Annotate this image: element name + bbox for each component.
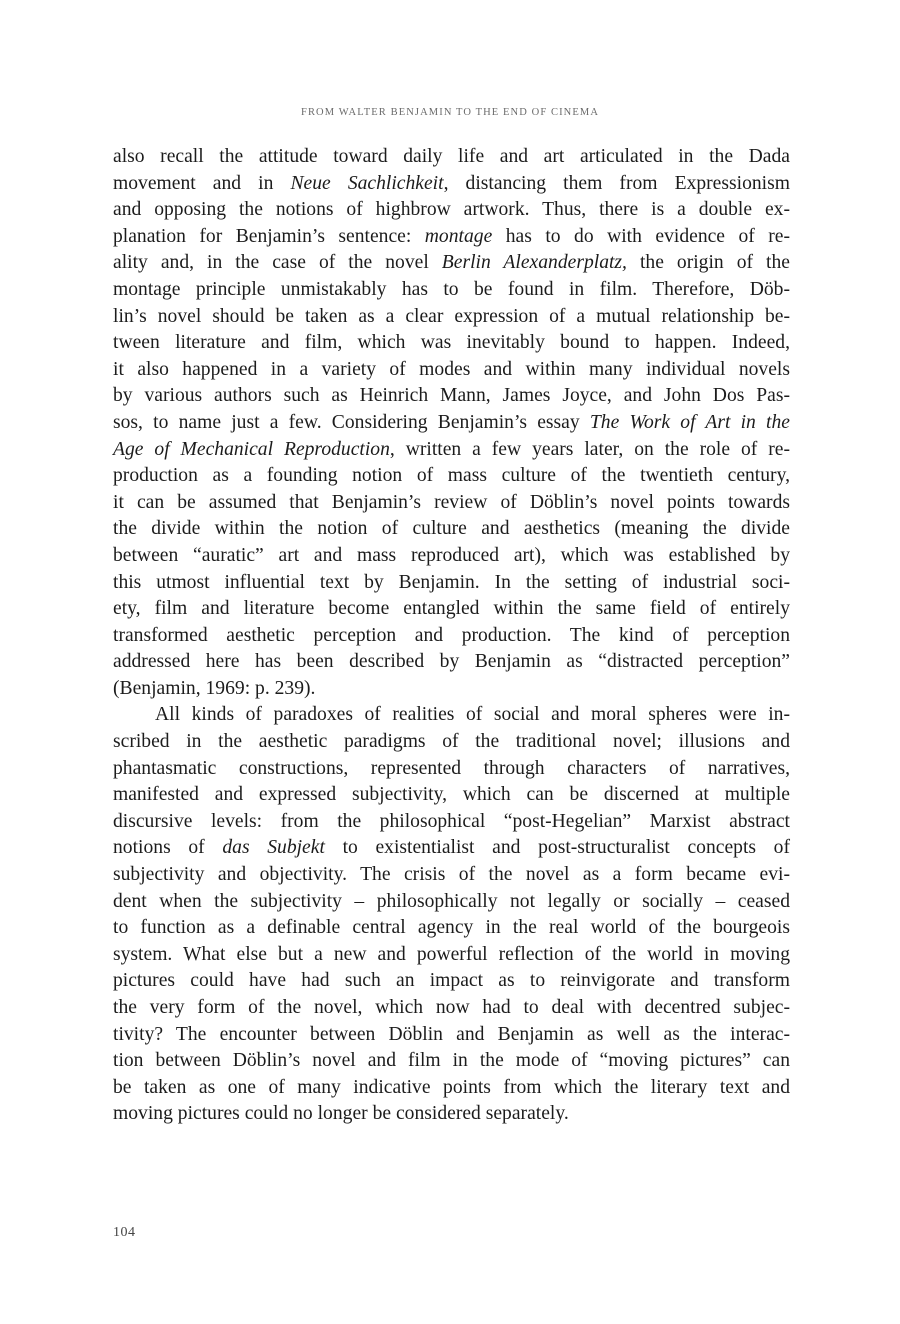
- text-run: tivity? The encounter between Döblin and Benjamin as well as the interac-: [113, 1023, 790, 1045]
- text-line: [113, 702, 790, 729]
- text-run: to existentialist and post-structuralist concepts of: [324, 837, 790, 859]
- text-run: it can be assumed that Benjamin’s review of Döblin’s novel points towards: [113, 491, 790, 513]
- text-line: [113, 862, 790, 889]
- text-run: also recall the attitude toward daily life and art articulated in the Dada: [113, 146, 790, 167]
- text-run: the very form of the novel, which now had to deal with decentred subjec-: [113, 997, 790, 1018]
- text-line: [113, 942, 790, 969]
- text-line: [113, 809, 790, 836]
- text-run: ety, film and literature become entangled within the same field of entirely: [113, 598, 790, 620]
- text-run: between “auratic” art and mass reproduced art), which was established by: [113, 544, 790, 566]
- italic-text: Berlin Alexanderplatz,: [441, 252, 627, 274]
- text-run: transformed aesthetic perception and production. The kind of perception: [113, 624, 790, 646]
- text-run: notions of: [113, 837, 223, 859]
- text-run: (Benjamin, 1969: p. 239).: [113, 677, 316, 699]
- text-line: [113, 729, 790, 756]
- text-run: be taken as one of many indicative points from which the literary text and: [113, 1076, 790, 1098]
- text-line: [113, 570, 790, 597]
- text-run: , distancing them from Expressionism: [443, 172, 790, 194]
- text-line: [113, 516, 790, 543]
- paragraph: [113, 702, 790, 1128]
- text-run: pictures could have had such an impact as to reinvigorate and transform: [113, 970, 790, 992]
- text-run: the divide within the notion of culture and aesthetics (meaning the divide: [113, 518, 790, 540]
- text-line: [113, 144, 790, 171]
- text-line: [113, 596, 790, 623]
- text-run: planation for Benjamin’s sentence:: [113, 225, 425, 247]
- text-line: [113, 383, 790, 410]
- text-run: All kinds of paradoxes of realities of social and moral spheres were in-: [155, 704, 790, 726]
- text-run: production as a founding notion of mass culture of the twentieth century,: [113, 465, 790, 487]
- text-line: [113, 410, 790, 437]
- text-line: [113, 889, 790, 916]
- text-line: [113, 224, 790, 251]
- text-run: dent when the subjectivity – philosophically not legally or socially – ceased: [113, 890, 790, 912]
- italic-text: The Work of Art in the: [589, 411, 790, 433]
- text-run: discursive levels: from the philosophical “post-Hegelian” Marxist abstract: [113, 810, 790, 832]
- text-run: the origin of the: [626, 252, 790, 274]
- text-run: ality and, in the case of the novel: [113, 252, 442, 274]
- text-line: [113, 463, 790, 490]
- italic-text: Age of Mechanical Reproduction: [113, 438, 390, 460]
- text-line: [113, 676, 790, 703]
- text-run: tion between Döblin’s novel and film in the mode of “moving pictures” can: [113, 1050, 790, 1072]
- page-number: 104: [113, 1225, 136, 1240]
- text-line: [113, 490, 790, 517]
- text-run: it also happened in a variety of modes and within many individual novels: [113, 358, 790, 380]
- text-line: [113, 277, 790, 304]
- text-run: tween literature and film, which was inevitably bound to happen. Indeed,: [113, 332, 790, 354]
- text-run: has to do with evidence of re-: [492, 225, 791, 247]
- text-line: [113, 756, 790, 783]
- text-line: [113, 304, 790, 331]
- text-line: [113, 437, 790, 464]
- text-run: lin’s novel should be taken as a clear expression of a mutual relationship be-: [113, 305, 790, 327]
- text-line: [113, 623, 790, 650]
- text-run: by various authors such as Heinrich Mann, James Joyce, and John Dos Pas-: [113, 385, 790, 407]
- text-line: [113, 995, 790, 1022]
- text-run: and opposing the notions of highbrow artwork. Thus, there is a double ex-: [113, 199, 790, 221]
- text-line: [113, 835, 790, 862]
- text-line: [113, 330, 790, 357]
- text-run: sos, to name just a few. Considering Benjamin’s essay: [113, 411, 590, 433]
- paragraph: [113, 144, 790, 702]
- text-line: [113, 782, 790, 809]
- text-line: [113, 1048, 790, 1075]
- text-run: addressed here has been described by Benjamin as “distracted perception”: [113, 651, 790, 673]
- italic-text: Neue Sachlichkeit: [290, 172, 444, 194]
- text-run: scribed in the aesthetic paradigms of the traditional novel; illusions and: [113, 731, 790, 753]
- text-run: this utmost influential text by Benjamin. In the setting of industrial soci-: [113, 571, 790, 593]
- text-run: subjectivity and objectivity. The crisis of the novel as a form became evi-: [113, 864, 790, 886]
- text-line: [113, 357, 790, 384]
- text-line: [113, 543, 790, 570]
- text-line: [113, 915, 790, 942]
- text-run: system. What else but a new and powerful reflection of the world in moving: [113, 943, 790, 965]
- text-run: phantasmatic constructions, represented through characters of narratives,: [113, 757, 790, 779]
- body-text: [113, 144, 790, 1128]
- text-line: [113, 968, 790, 995]
- text-run: montage principle unmistakably has to be found in film. Therefore, Döb-: [113, 278, 790, 300]
- text-run: to function as a definable central agency in the real world of the bourgeois: [113, 917, 790, 939]
- text-run: , written a few years later, on the role of re-: [389, 438, 790, 460]
- text-run: moving pictures could no longer be considered separately.: [113, 1103, 569, 1125]
- text-line: [113, 197, 790, 224]
- text-line: [113, 250, 790, 277]
- text-line: [113, 1101, 790, 1128]
- italic-text: das Subjekt: [222, 837, 325, 859]
- text-line: [113, 171, 790, 198]
- text-run: manifested and expressed subjectivity, which can be discerned at multiple: [113, 784, 790, 806]
- text-line: [113, 1075, 790, 1102]
- italic-text: montage: [424, 225, 493, 247]
- text-line: [113, 649, 790, 676]
- text-line: [113, 1022, 790, 1049]
- running-head: FROM WALTER BENJAMIN TO THE END OF CINEMA: [301, 107, 599, 118]
- text-run: movement and in: [113, 172, 291, 194]
